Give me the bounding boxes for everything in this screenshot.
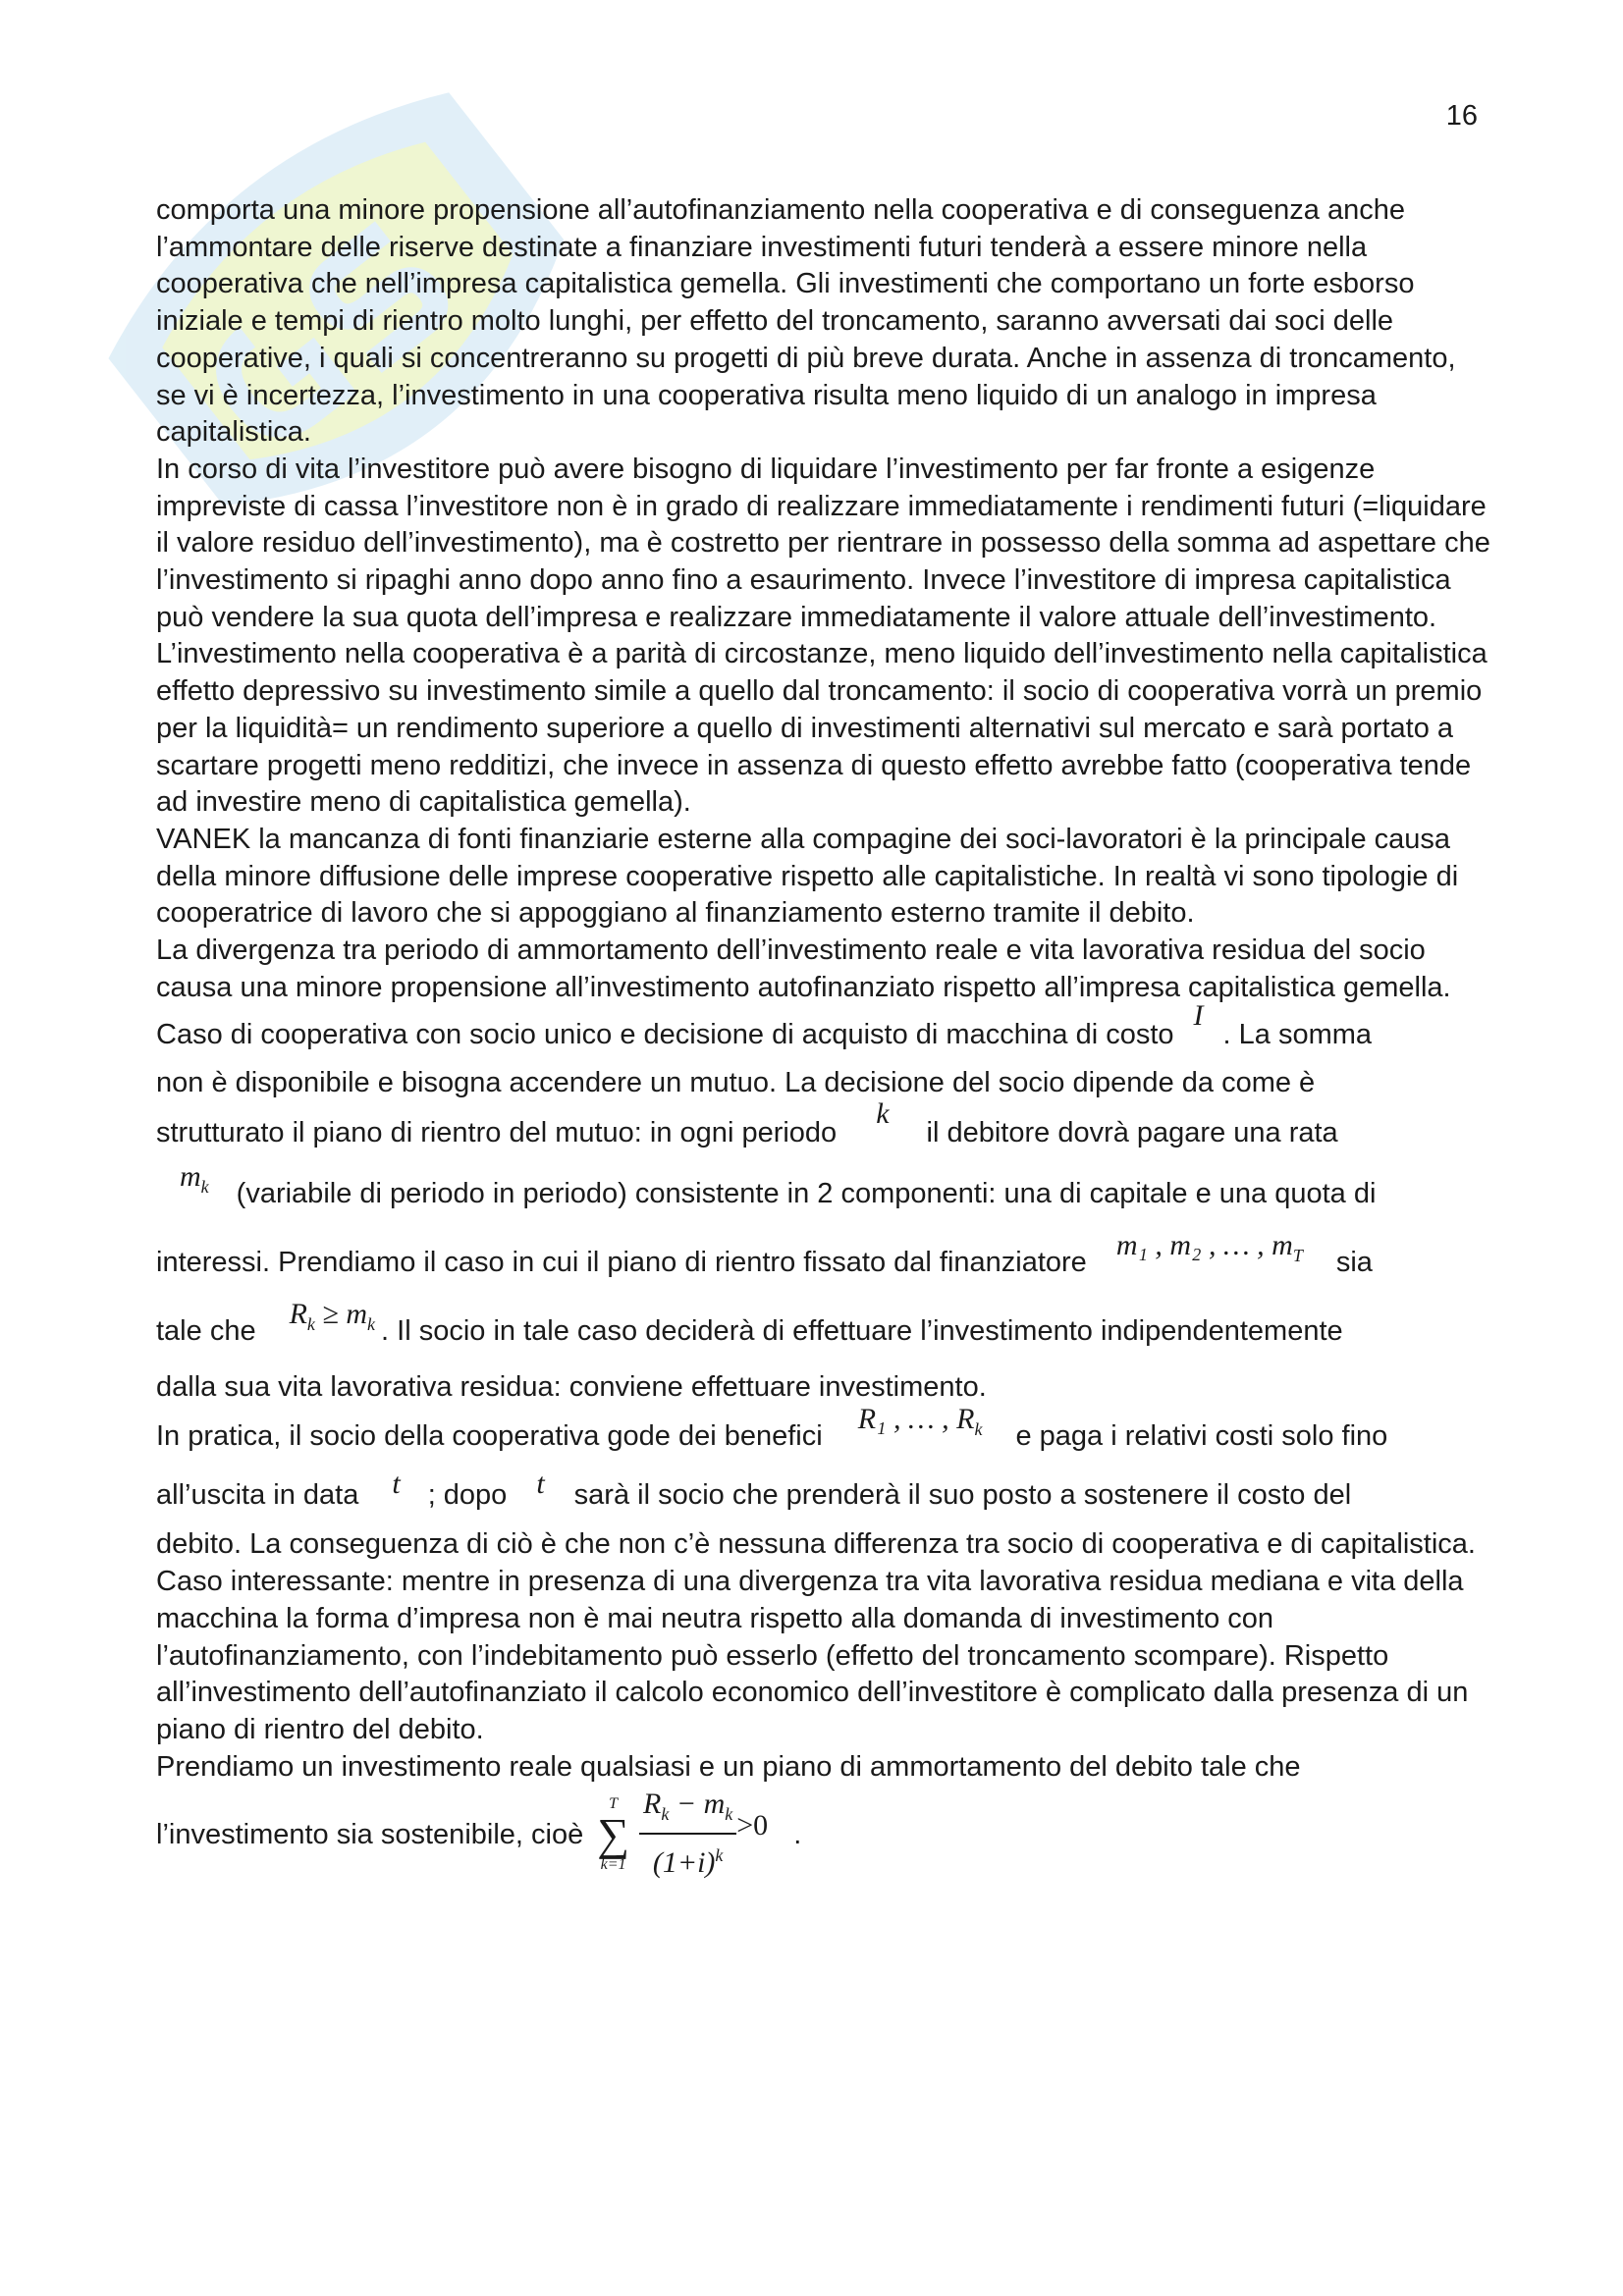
formula-subscript: k <box>661 1804 670 1825</box>
formula-text: R₁ , … , R <box>857 1403 975 1436</box>
line-text: In pratica, il socio della cooperativa gode dei benefici <box>156 1419 823 1452</box>
paragraph: In corso di vita l’investitore può avere bisogno di liquidare l’investimento per far fronte a esigenze impreviste di cassa l’investitore non è in grado di realizzare immediatamente i rendimenti futuri (=liquidare il valore residuo dell’investimento), ma è costretto per rientrare in possesso della somma ad aspettare che l’investimento si ripaghi anno dopo anno fino a esaurimento. Invece l’investitore di impresa capitalistica può vendere la sua quota dell’impresa e realizzare immediatamente il valore attuale dell’investimento. L’investimento nella cooperativa è a parità di circostanze, meno liquido dell’investimento nella capitalistica effetto depressivo su investimento simile a quello dal troncamento: il socio di cooperativa vorrà un premio per la liquidità= un rendimento superiore a quello di investimenti alternativi sul mercato e sarà portato a scartare progetti meno redditizi, che invece in assenza di questo effetto avrebbe fatto (cooperativa tende ad investire meno di capitalistica gemella). <box>156 453 1490 819</box>
formula-text: I <box>1193 998 1204 1032</box>
formula-exit-date <box>392 1466 400 1503</box>
formula-superscript: k <box>715 1845 724 1866</box>
formula-subscript: T <box>1292 1246 1303 1266</box>
line-text: sarà il socio che prenderà il suo posto a sostenere il costo del <box>573 1478 1352 1511</box>
formula-text: − m <box>669 1788 726 1821</box>
formula-text: m₁ , m₂ , … , m <box>1115 1229 1293 1262</box>
fraction-numerator <box>639 1788 736 1835</box>
text-line <box>156 1159 1491 1228</box>
text-line <box>156 1464 1491 1526</box>
sum-sign: ∑ <box>597 1809 630 1860</box>
line-text: . <box>793 1818 802 1850</box>
line-text: strutturato il piano di rientro del mutuo: in ogni periodo <box>156 1116 838 1148</box>
paragraph: debito. La conseguenza di ciò è che non c’è nessuna differenza tra socio di cooperativa e di capitalistica. Caso interessante: mentre in presenza di una divergenza tra vita lavorativa residua mediana e vita della macchina la forma d’impresa non è mai neutra rispetto alla domanda di investimento con l’autofinanziamento, con l’indebitamento può esserlo (effetto del troncamento scompare). Rispetto all’investimento dell’autofinanziato il calcolo economico dell’investitore è complicato dalla presenza di un piano di rientro del debito. <box>156 1528 1476 1745</box>
line-text: tale che <box>156 1314 256 1347</box>
line-text: non è disponibile e bisogna accendere un mutuo. La decisione del socio dipende da come è <box>156 1066 1316 1098</box>
text-line <box>156 1059 1491 1106</box>
formula-text: t <box>392 1467 401 1500</box>
line-text: Caso di cooperativa con socio unico e decisione di acquisto di macchina di costo <box>156 1018 1174 1050</box>
line-text: . La somma <box>1222 1018 1373 1050</box>
sum-upper-limit: T <box>609 1795 619 1813</box>
formula-benefits <box>858 1401 983 1449</box>
line-text: e paga i relativi costi solo fino <box>1015 1419 1388 1452</box>
paragraph: La divergenza tra periodo di ammortamento dell’investimento reale e vita lavorativa residua del socio causa una minore propensione all’investimento autofinanziato rispetto all’impresa capitalistica gemella. <box>156 934 1451 1003</box>
sum-lower-limit: k=1 <box>600 1856 626 1874</box>
formula-subscript: k <box>306 1314 315 1335</box>
line-text: dalla sua vita lavorativa residua: conviene effettuare investimento. <box>156 1370 987 1403</box>
paragraph: comporta una minore propensione all’autofinanziamento nella cooperativa e di conseguenza anche l’ammontare delle riserve destinate a finanziare investimenti futuri tenderà a essere minore nella cooperativa che nell’impresa capitalistica gemella. Gli investimenti che comportano un forte esborso iniziale e tempi di rientro molto lunghi, per effetto del troncamento, saranno avversati dai soci delle cooperative, i quali si concentreranno su progetti di più breve durata. Anche in assenza di troncamento, se vi è incertezza, l’investimento in una cooperativa risulta meno liquido di un analogo in impresa capitalistica. <box>156 194 1456 449</box>
text-line <box>156 1228 1491 1297</box>
formula-inequality <box>290 1296 375 1344</box>
paragraph: Prendiamo un investimento reale qualsiasi e un piano di ammortamento del debito tale che <box>156 1750 1301 1783</box>
formula-text: R <box>643 1788 662 1821</box>
page-number: 16 <box>1445 100 1478 132</box>
formula-text: k <box>876 1096 890 1130</box>
line-text: . Il socio in tale caso deciderà di effettuare l’investimento indipendentemente <box>381 1314 1343 1347</box>
text-line <box>156 1403 1491 1464</box>
formula-exit-date <box>536 1466 544 1503</box>
text-line <box>156 1365 1491 1409</box>
summation-symbol <box>597 1796 629 1873</box>
formula-text: R <box>289 1298 307 1331</box>
paragraph: VANEK la mancanza di fonti finanziarie esterne alla compagine dei soci-lavoratori è la principale causa della minore diffusione delle imprese cooperative rispetto alle capitalistiche. In realtà vi sono tipologie di cooperatrice di lavoro che si appoggiano al finanziamento esterno tramite il debito. <box>156 823 1459 930</box>
body-text <box>156 192 1491 1884</box>
line-text: all’uscita in data <box>156 1478 359 1511</box>
formula-rhs: >0 <box>736 1808 769 1842</box>
formula-text: ≥ m <box>314 1298 368 1331</box>
text-line <box>156 1786 1491 1884</box>
formula-repayment-plan <box>1116 1227 1303 1275</box>
line-text: ; dopo <box>427 1478 508 1511</box>
text-line <box>156 1096 1491 1159</box>
formula-text: t <box>536 1467 545 1500</box>
line-text: l’investimento sia sostenibile, cioè <box>156 1818 584 1850</box>
formula-period <box>876 1095 889 1133</box>
line-text: (variabile di periodo in periodo) consistente in 2 componenti: una di capitale e una quota di <box>236 1177 1377 1209</box>
formula-cost <box>1194 997 1204 1035</box>
formula-subscript: k <box>367 1314 376 1335</box>
formula-subscript: k <box>974 1419 983 1440</box>
formula-text: m <box>180 1160 201 1194</box>
formula-text: (1+i) <box>652 1846 716 1880</box>
text-line <box>156 1297 1491 1365</box>
line-text: sia <box>1335 1246 1373 1278</box>
fraction <box>639 1788 736 1882</box>
fraction-denominator <box>653 1835 724 1882</box>
formula-sustainability <box>597 1788 768 1882</box>
line-text: il debitore dovrà pagare una rata <box>926 1116 1338 1148</box>
line-text: interessi. Prendiamo il caso in cui il piano di rientro fissato dal finanziatore <box>156 1246 1087 1278</box>
formula-subscript: k <box>725 1804 733 1825</box>
formula-subscript: k <box>200 1177 209 1198</box>
text-line <box>156 998 1491 1059</box>
formula-rate <box>180 1158 209 1206</box>
